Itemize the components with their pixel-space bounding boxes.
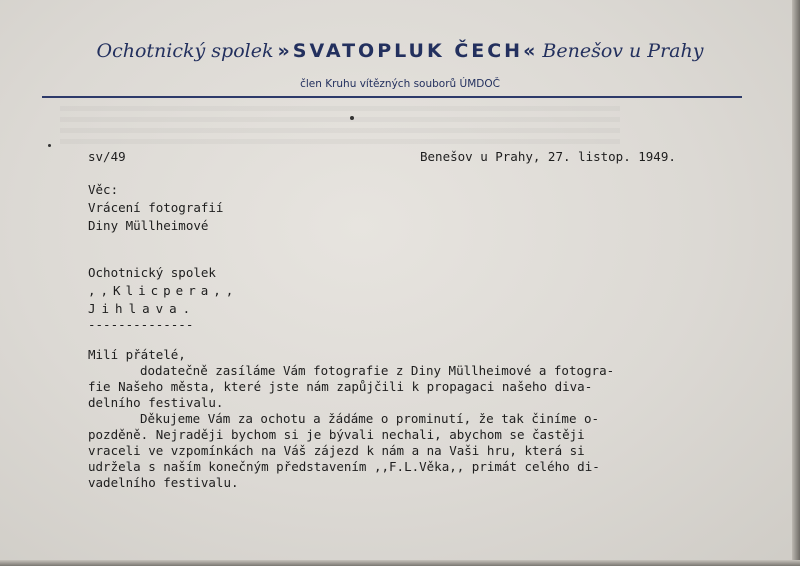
paragraph-1-line-2: fie Našeho města, které jste nám zapůjčili k propagaci našeho diva-	[88, 379, 593, 394]
recipient-line-1: Ochotnický spolek	[88, 265, 216, 280]
paragraph-1-line-1: dodatečně zasíláme Vám fotografie z Diny Müllheimové a fotogra-	[140, 363, 615, 378]
punch-mark	[48, 144, 51, 147]
paragraph-2-line-4: udržela s naším konečným představením ,,F.L.Věka,, primát celého di-	[88, 459, 600, 474]
paper-edge-bottom	[0, 560, 800, 566]
recipient-line-2: ,,Klicpera,,	[88, 283, 239, 298]
reference-number: sv/49	[88, 149, 126, 164]
paragraph-2-line-1: Děkujeme Vám za ochotu a žádáme o prominutí, že tak činíme o-	[140, 411, 600, 426]
recipient-line-3: Jihlava.	[88, 301, 197, 316]
recipient-underline: --------------	[88, 317, 194, 332]
letterhead-rule	[42, 96, 742, 98]
letterhead-name: »SVATOPLUK ČECH«	[277, 40, 539, 62]
subject-line-1: Vrácení fotografií	[88, 200, 224, 215]
paper-edge-right	[792, 0, 800, 566]
letterhead-subtitle: člen Kruhu vítězných souborů ÚMDOČ	[300, 78, 500, 90]
subject-label: Věc:	[88, 182, 119, 197]
show-through-text	[60, 106, 620, 146]
paragraph-1-line-3: delního festivalu.	[88, 395, 224, 410]
paragraph-2-line-5: vadelního festivalu.	[88, 475, 239, 490]
subject-line-2: Diny Müllheimové	[88, 218, 209, 233]
ink-dot	[350, 116, 354, 120]
place-date: Benešov u Prahy, 27. listop. 1949.	[420, 149, 676, 164]
letterhead-town: Benešov u Prahy	[542, 40, 704, 62]
paragraph-2-line-3: vraceli ve vzpomínkách na Váš zájezd k nám a na Vaši hru, která si	[88, 443, 585, 458]
paragraph-2-line-2: pozděně. Nejraději bychom si je bývali nechali, abychom se častěji	[88, 427, 585, 442]
letterhead-society: Ochotnický spolek	[96, 40, 274, 62]
letterhead	[0, 40, 800, 62]
salutation: Milí přátelé,	[88, 347, 186, 362]
